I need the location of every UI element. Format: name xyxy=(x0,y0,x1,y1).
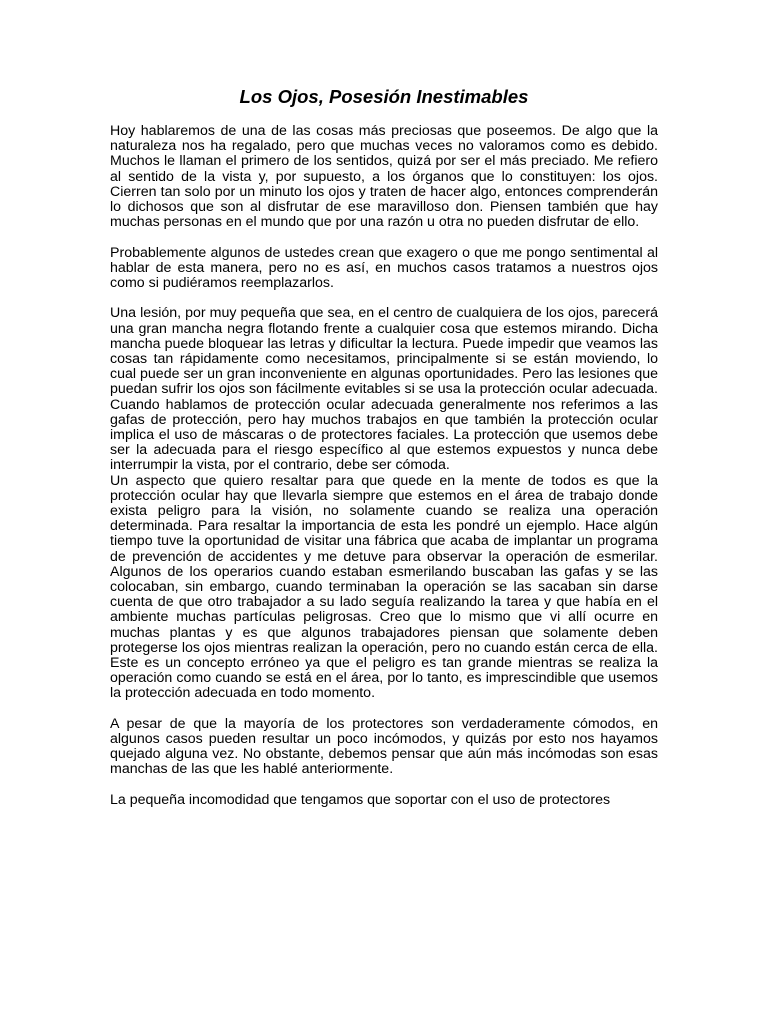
paragraph-5: A pesar de que la mayoría de los protectores son verdaderamente cómodos, en algunos casos pueden resultar un poco incómodos, y quizás por esto nos hayamos quejado alguna vez. No obstante, debemos pensar que aún más incómodas son esas manchas de las que les hablé anteriormente. xyxy=(110,715,658,778)
paragraph-gap xyxy=(110,230,658,245)
paragraph-1: Hoy hablaremos de una de las cosas más preciosas que poseemos. De algo que la naturaleza nos ha regalado, pero que muchas veces no valoramos como es debido. Muchos le llaman el primero de los sentidos, quizá por ser el más preciado. Me refiero al sentido de la vista y, por supuesto, a los órganos que lo constituyen: los ojos. Cierren tan solo por un minuto los ojos y traten de hacer algo, entonces comprenderán lo dichosos que son al disfrutar de ese maravilloso don. Piensen también que hay muchas personas en el mundo que por una razón u otra no pueden disfrutar de ello. xyxy=(110,123,658,231)
paragraph-2: Probablemente algunos de ustedes crean que exagero o que me pongo sentimental al hablar de esta manera, pero no es así, en muchos casos tratamos a nuestros ojos como si pudiéramos reemplazarlos. xyxy=(110,244,658,292)
document-page xyxy=(110,86,658,808)
paragraph-gap xyxy=(110,702,658,717)
paragraph-gap xyxy=(110,778,658,793)
paragraph-gap xyxy=(110,291,658,306)
paragraph-6: La pequeña incomodidad que tengamos que soportar con el uso de protectores xyxy=(110,791,611,808)
paragraph-3: Una lesión, por muy pequeña que sea, en el centro de cualquiera de los ojos, parecerá una gran mancha negra flotando frente a cualquier cosa que estemos mirando. Dicha mancha puede bloquear las letras y dificultar la lectura. Puede impedir que veamos las cosas tan rápidamente como necesitamos, principalmente si se están moviendo, lo cual puede ser un gran inconveniente en algunas oportunidades. Pero las lesiones que puedan sufrir los ojos son fácilmente evitables si se usa la protección ocular adecuada. Cuando hablamos de protección ocular adecuada generalmente nos referimos a las gafas de protección, pero hay muchos trabajos en que también la protección ocular implica el uso de máscaras o de protectores faciales. La protección que usemos debe ser la adecuada para el riesgo específico al que estemos expuestos y nunca debe interrumpir la vista, por el contrario, debe ser cómoda. xyxy=(110,305,658,474)
document-title: Los Ojos, Posesión Inestimables xyxy=(239,86,529,107)
paragraph-4: Un aspecto que quiero resaltar para que quede en la mente de todos es que la protección ocular hay que llevarla siempre que estemos en el área de trabajo donde exista peligro para la visión, no solamente cuando se realiza una operación determinada. Para resaltar la importancia de esta les pondré un ejemplo. Hace algún tiempo tuve la oportunidad de visitar una fábrica que acaba de implantar un programa de prevención de accidentes y me detuve para observar la operación de esmerilar. Algunos de los operarios cuando estaban esmerilando buscaban las gafas y se las colocaban, sin embargo, cuando terminaban la operación se las sacaban sin darse cuenta de que otro trabajador a su lado seguía realizando la tarea y que había en el ambiente muchas partículas peligrosas. Creo que lo mismo que vi allí ocurre en muchas plantas y es que algunos trabajadores piensan que solamente deben protegerse los ojos mientras realizan la operación, pero no cuando están cerca de ella. Este es un concepto erróneo ya que el peligro es tan grande mientras se realiza la operación como cuando se está en el área, por lo tanto, es imprescindible que usemos la protección adecuada en todo momento. xyxy=(110,472,658,702)
